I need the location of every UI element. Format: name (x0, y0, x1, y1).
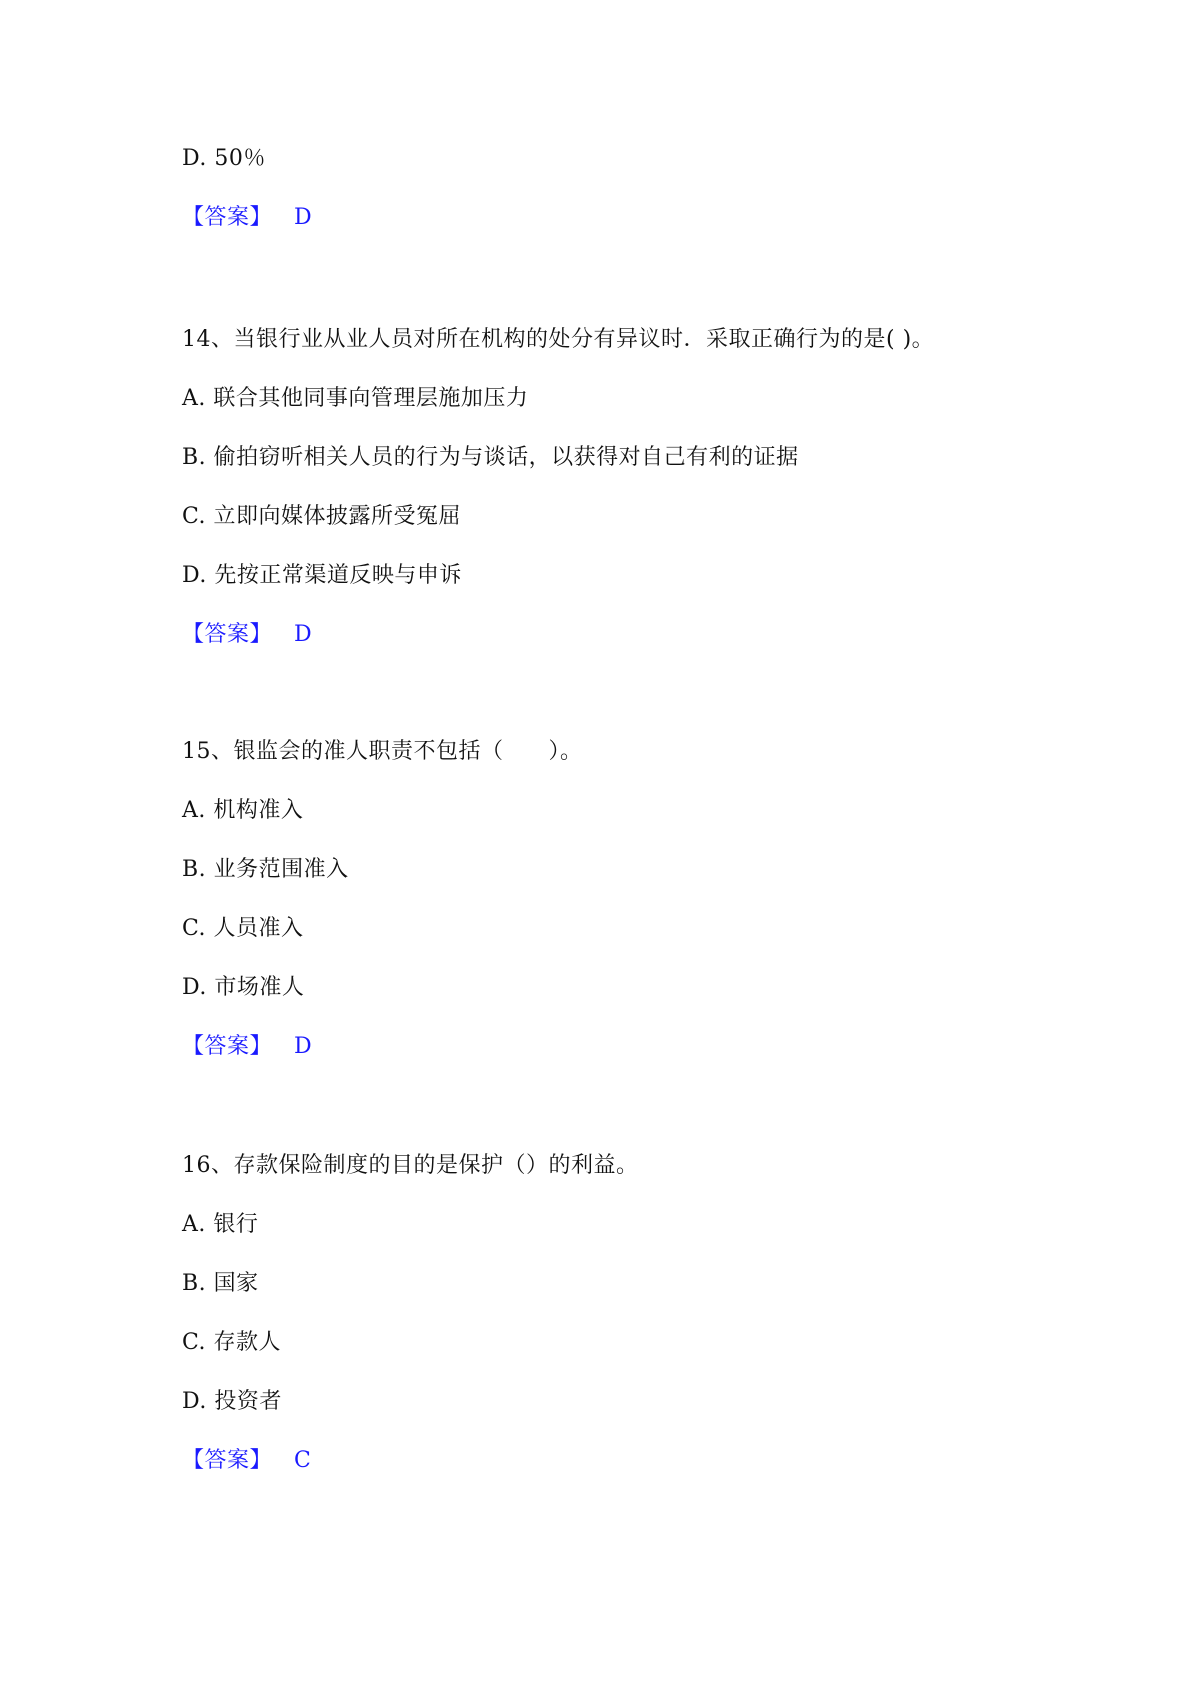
q15-option-c: C. 人员准入 (182, 916, 304, 941)
answer-letter: D (294, 1034, 313, 1059)
answer-letter: C (294, 1448, 312, 1473)
q15-question: 15、银监会的准人职责不包括（ ）。 (182, 739, 583, 764)
q14-option-d: D. 先按正常渠道反映与申诉 (182, 563, 462, 588)
answer-label: 【答案】 (182, 1034, 273, 1059)
q15-option-d: D. 市场准人 (182, 975, 305, 1000)
answer-label: 【答案】 (182, 205, 273, 230)
q16-option-d: D. 投资者 (182, 1389, 282, 1414)
q15-option-b: B. 业务范围准入 (182, 857, 349, 882)
q15-answer (182, 1032, 312, 1062)
answer-label: 【答案】 (182, 622, 273, 647)
q14-option-b: B. 偷拍窃听相关人员的行为与谈话，以获得对自己有利的证据 (182, 445, 799, 470)
q16-question: 16、存款保险制度的目的是保护（）的利益。 (182, 1153, 639, 1178)
q16-option-a: A. 银行 (182, 1212, 259, 1237)
q16-option-c: C. 存款人 (182, 1330, 282, 1355)
q14-answer (182, 620, 312, 650)
answer-letter: D (294, 622, 313, 647)
q14-question: 14、当银行业从业人员对所在机构的处分有异议时．采取正确行为的是( )。 (182, 327, 935, 352)
q13-option-d: D. 50％ (182, 146, 266, 171)
q13-answer (182, 203, 312, 233)
q14-option-a: A. 联合其他同事向管理层施加压力 (182, 386, 529, 411)
answer-letter: D (294, 205, 313, 230)
q15-option-a: A. 机构准入 (182, 798, 304, 823)
q14-option-c: C. 立即向媒体披露所受冤屈 (182, 504, 462, 529)
q16-answer (182, 1446, 311, 1476)
q16-option-b: B. 国家 (182, 1271, 259, 1296)
answer-label: 【答案】 (182, 1448, 273, 1473)
